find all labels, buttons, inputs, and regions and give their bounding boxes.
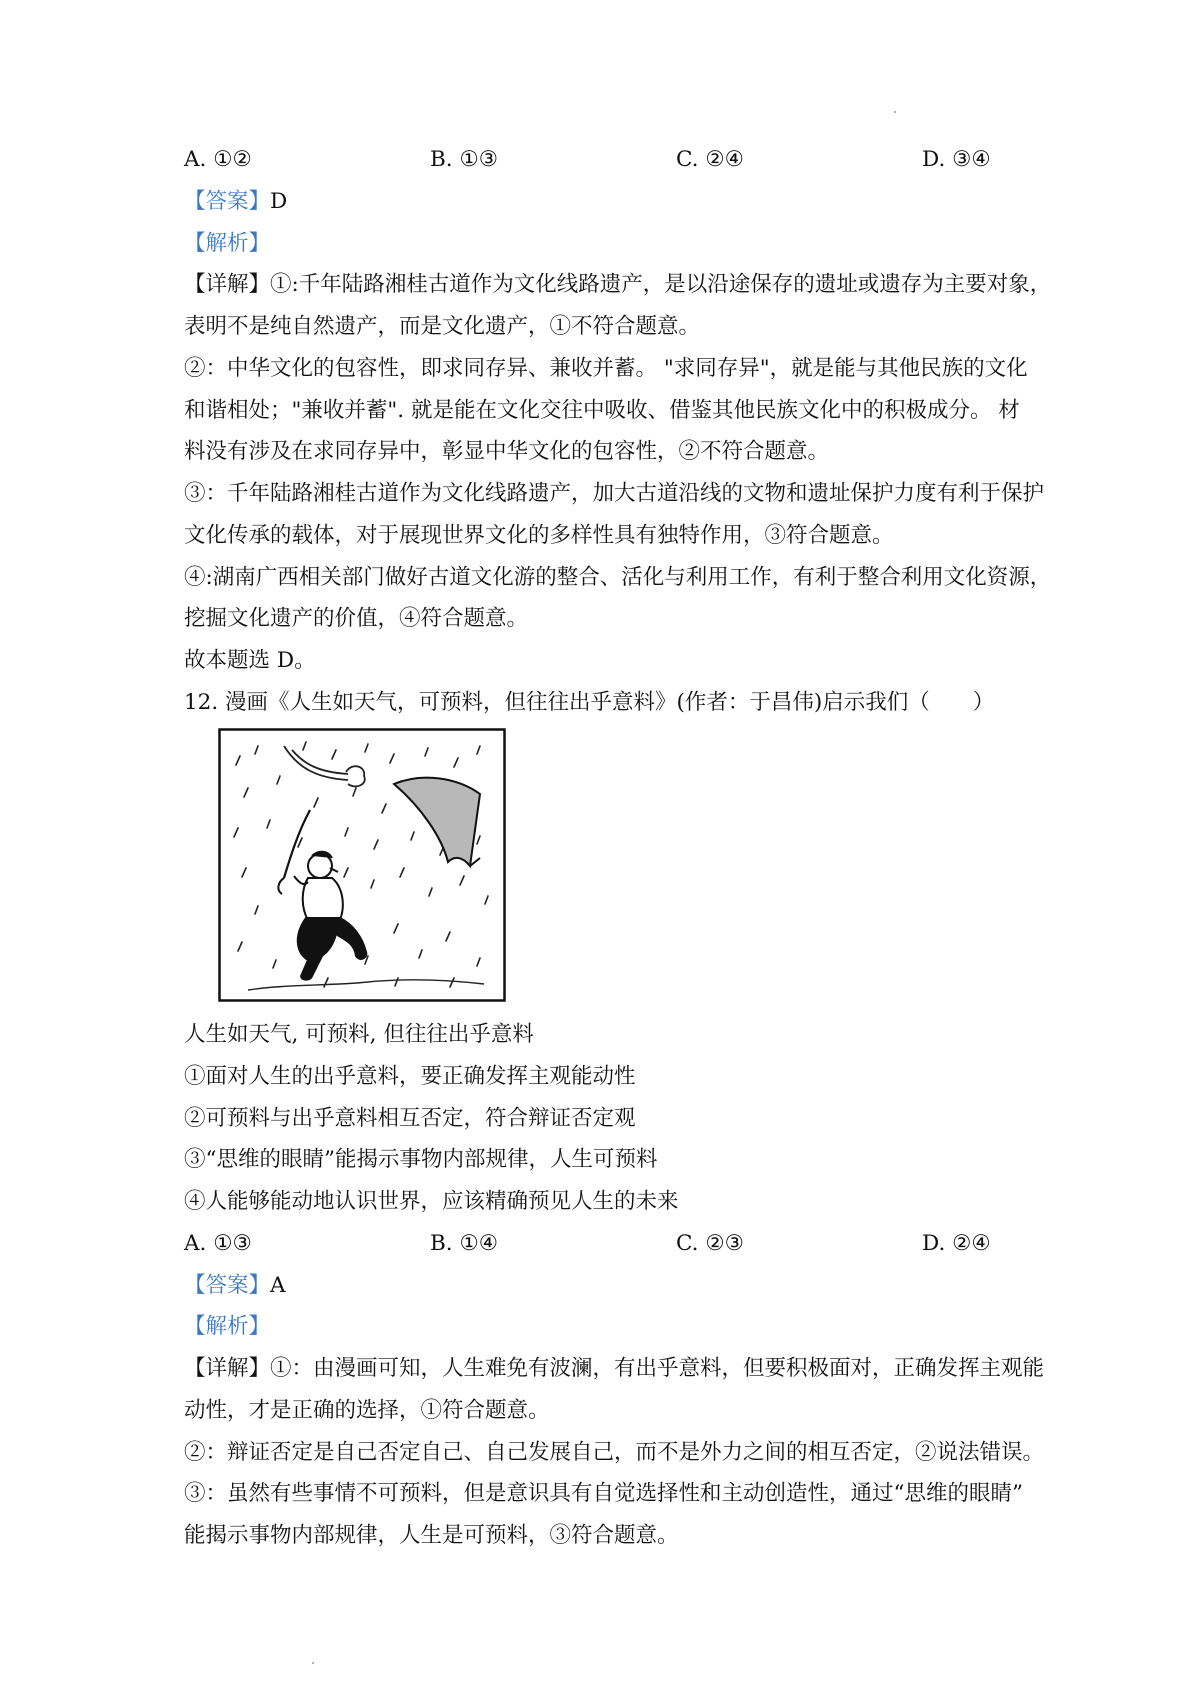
scan-speck bbox=[894, 111, 896, 113]
explanation-text: ①：由漫画可知，人生难免有波澜，有出乎意料，但要积极面对，正确发挥主观能 bbox=[270, 1356, 1045, 1381]
q11-explanation-line: ④:湖南广西相关部门做好古道文化游的整合、活化与利用工作，有利于整合利用文化资源， bbox=[184, 565, 1052, 590]
detail-tag: 【详解】 bbox=[184, 272, 271, 297]
q11-explanation-line: 表明不是纯自然遗产，而是文化遗产，①不符合题意。 bbox=[184, 314, 701, 339]
q11-explanation-line: 挖掘文化遗产的价值，④符合题意。 bbox=[184, 606, 529, 631]
scan-speck bbox=[312, 1662, 314, 1664]
q12-explanation-line: ②：辩证否定是自己否定自己、自己发展自己，而不是外力之间的相互否定，②说法错误。 bbox=[184, 1440, 1045, 1465]
q11-explanation-line: 和谐相处；"兼收并蓄". 就是能在文化交往中吸收、借鉴其他民族文化中的积极成分。 材 bbox=[184, 398, 1020, 423]
q12-explanation-line: 动性，才是正确的选择，①符合题意。 bbox=[184, 1398, 550, 1423]
answer-value: D bbox=[270, 189, 288, 214]
q12-statement: ①面对人生的出乎意料，要正确发挥主观能动性 bbox=[184, 1064, 636, 1089]
explanation-text: ①:千年陆路湘桂古道作为文化线路遗产，是以沿途保存的遗址或遗存为主要对象， bbox=[270, 272, 1052, 297]
q11-conclusion: 故本题选 D。 bbox=[184, 648, 316, 673]
q12-stem: 12. 漫画《人生如天气，可预料，但往往出乎意料》(作者：于昌伟)启示我们（ ） bbox=[184, 690, 995, 715]
answer-tag: 【答案】 bbox=[184, 189, 271, 214]
q11-answer bbox=[184, 187, 287, 217]
q12-option-c: C. ②③ bbox=[676, 1231, 744, 1256]
cartoon-image bbox=[218, 728, 506, 1002]
detail-tag: 【详解】 bbox=[184, 1356, 271, 1381]
q12-statement: ④人能够能动地认识世界，应该精确预见人生的未来 bbox=[184, 1189, 679, 1214]
q12-explanation-line: 能揭示事物内部规律，人生是可预料，③符合题意。 bbox=[184, 1523, 679, 1548]
q12-statement: ③“思维的眼睛”能揭示事物内部规律，人生可预料 bbox=[184, 1147, 658, 1172]
q11-explanation-line bbox=[184, 270, 1051, 300]
q12-explanation-line: ③：虽然有些事情不可预料，但是意识具有自觉选择性和主动创造性，通过“思维的眼睛” bbox=[184, 1481, 1023, 1506]
q12-option-a: A. ①③ bbox=[184, 1231, 252, 1256]
cartoon-caption: 人生如天气, 可预料, 但往往出乎意料 bbox=[184, 1022, 534, 1047]
answer-tag: 【答案】 bbox=[184, 1273, 271, 1298]
q12-option-d: D. ②④ bbox=[922, 1231, 991, 1256]
answer-value: A bbox=[270, 1273, 286, 1298]
q11-option-c: C. ②④ bbox=[676, 147, 744, 172]
q11-analysis-tag: 【解析】 bbox=[184, 231, 271, 256]
q11-explanation-line: ③：千年陆路湘桂古道作为文化线路遗产，加大古道沿线的文物和遗址保护力度有利于保护 bbox=[184, 481, 1045, 506]
q11-option-a: A. ①② bbox=[184, 147, 252, 172]
q11-option-d: D. ③④ bbox=[922, 147, 991, 172]
q12-explanation-line bbox=[184, 1354, 1044, 1384]
q11-option-b: B. ①③ bbox=[430, 147, 499, 172]
q11-explanation-line: 文化传承的载体，对于展现世界文化的多样性具有独特作用，③符合题意。 bbox=[184, 523, 894, 548]
q12-analysis-tag: 【解析】 bbox=[184, 1314, 271, 1339]
q11-explanation-line: ②：中华文化的包容性，即求同存异、兼收并蓄。 "求同存异"，就是能与其他民族的文化 bbox=[184, 356, 1028, 381]
q11-explanation-line: 料没有涉及在求同存异中，彰显中华文化的包容性，②不符合题意。 bbox=[184, 439, 830, 464]
q12-answer bbox=[184, 1271, 286, 1301]
q12-statement: ②可预料与出乎意料相互否定，符合辩证否定观 bbox=[184, 1106, 636, 1131]
q12-option-b: B. ①④ bbox=[430, 1231, 499, 1256]
